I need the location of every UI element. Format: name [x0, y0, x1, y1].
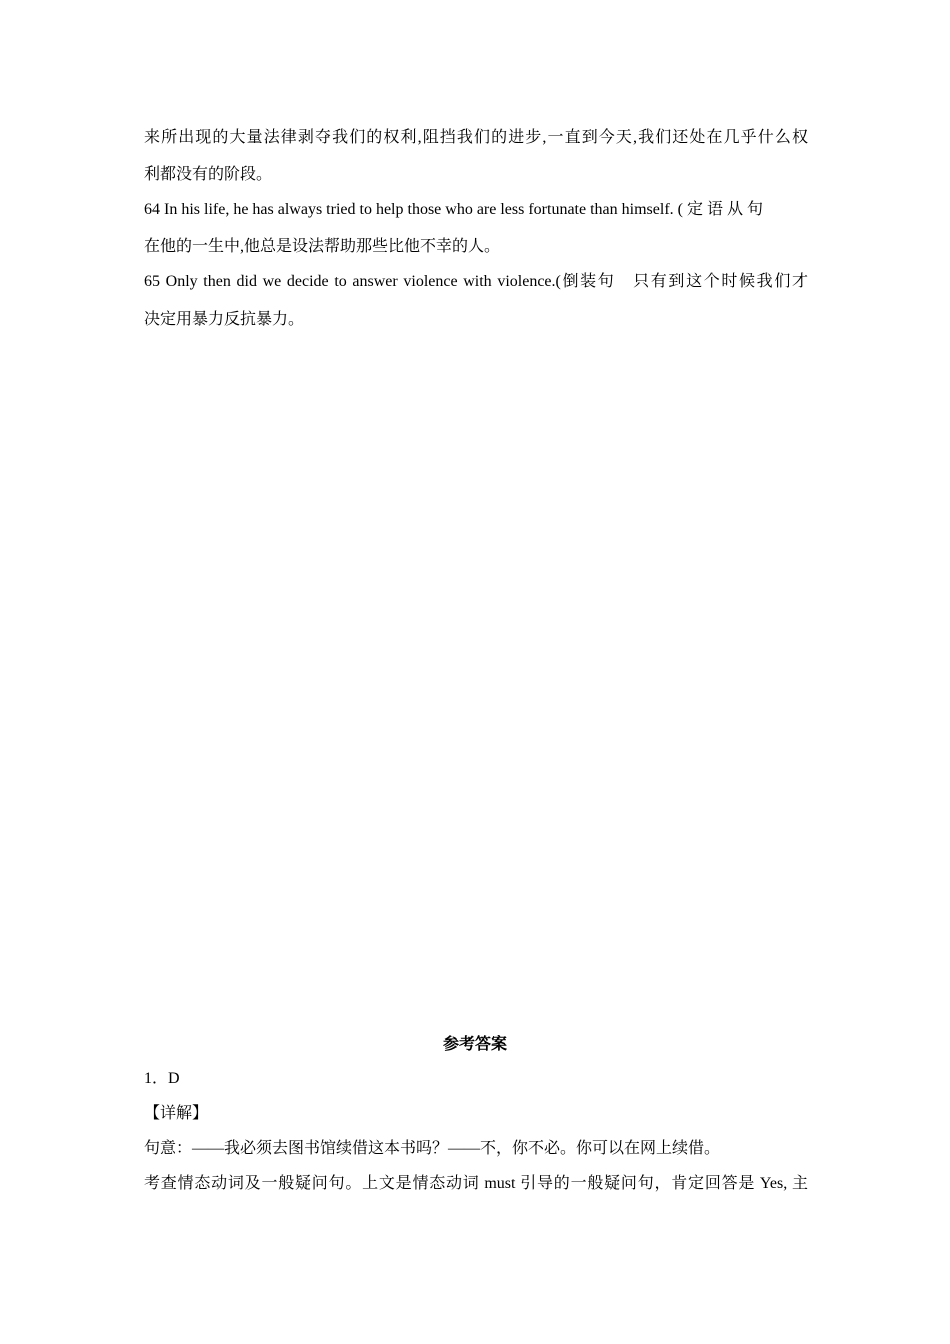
text-line-3: 64 In his life, he has always tried to help those who are less fortunate than himself. ( 定 语 从 句 [144, 201, 763, 218]
answer-translation: 句意：——我必须去图书馆续借这本书吗？——不，你不必。你可以在网上续借。 [144, 1140, 721, 1157]
text-line-5: 65 Only then did we decide to answer violence with violence.(倒装句 只有到这个时候我们才 [144, 273, 808, 290]
text-line-4: 在他的一生中,他总是设法帮助那些比他不幸的人。 [144, 238, 501, 255]
text-line-1: 来所出现的大量法律剥夺我们的权利,阻挡我们的进步,一直到今天,我们还处在几乎什么权 [144, 129, 808, 146]
answer-item-number: 1．D [144, 1070, 180, 1087]
answers-heading: 参考答案 [442, 1036, 507, 1053]
answer-explanation: 考查情态动词及一般疑问句。上文是情态动词 must 引导的一般疑问句，肯定回答是 Yes, 主 [144, 1175, 808, 1192]
text-line-2: 利都没有的阶段。 [144, 166, 273, 183]
text-line-6: 决定用暴力反抗暴力。 [144, 311, 305, 328]
detail-label: 【详解】 [144, 1105, 209, 1122]
